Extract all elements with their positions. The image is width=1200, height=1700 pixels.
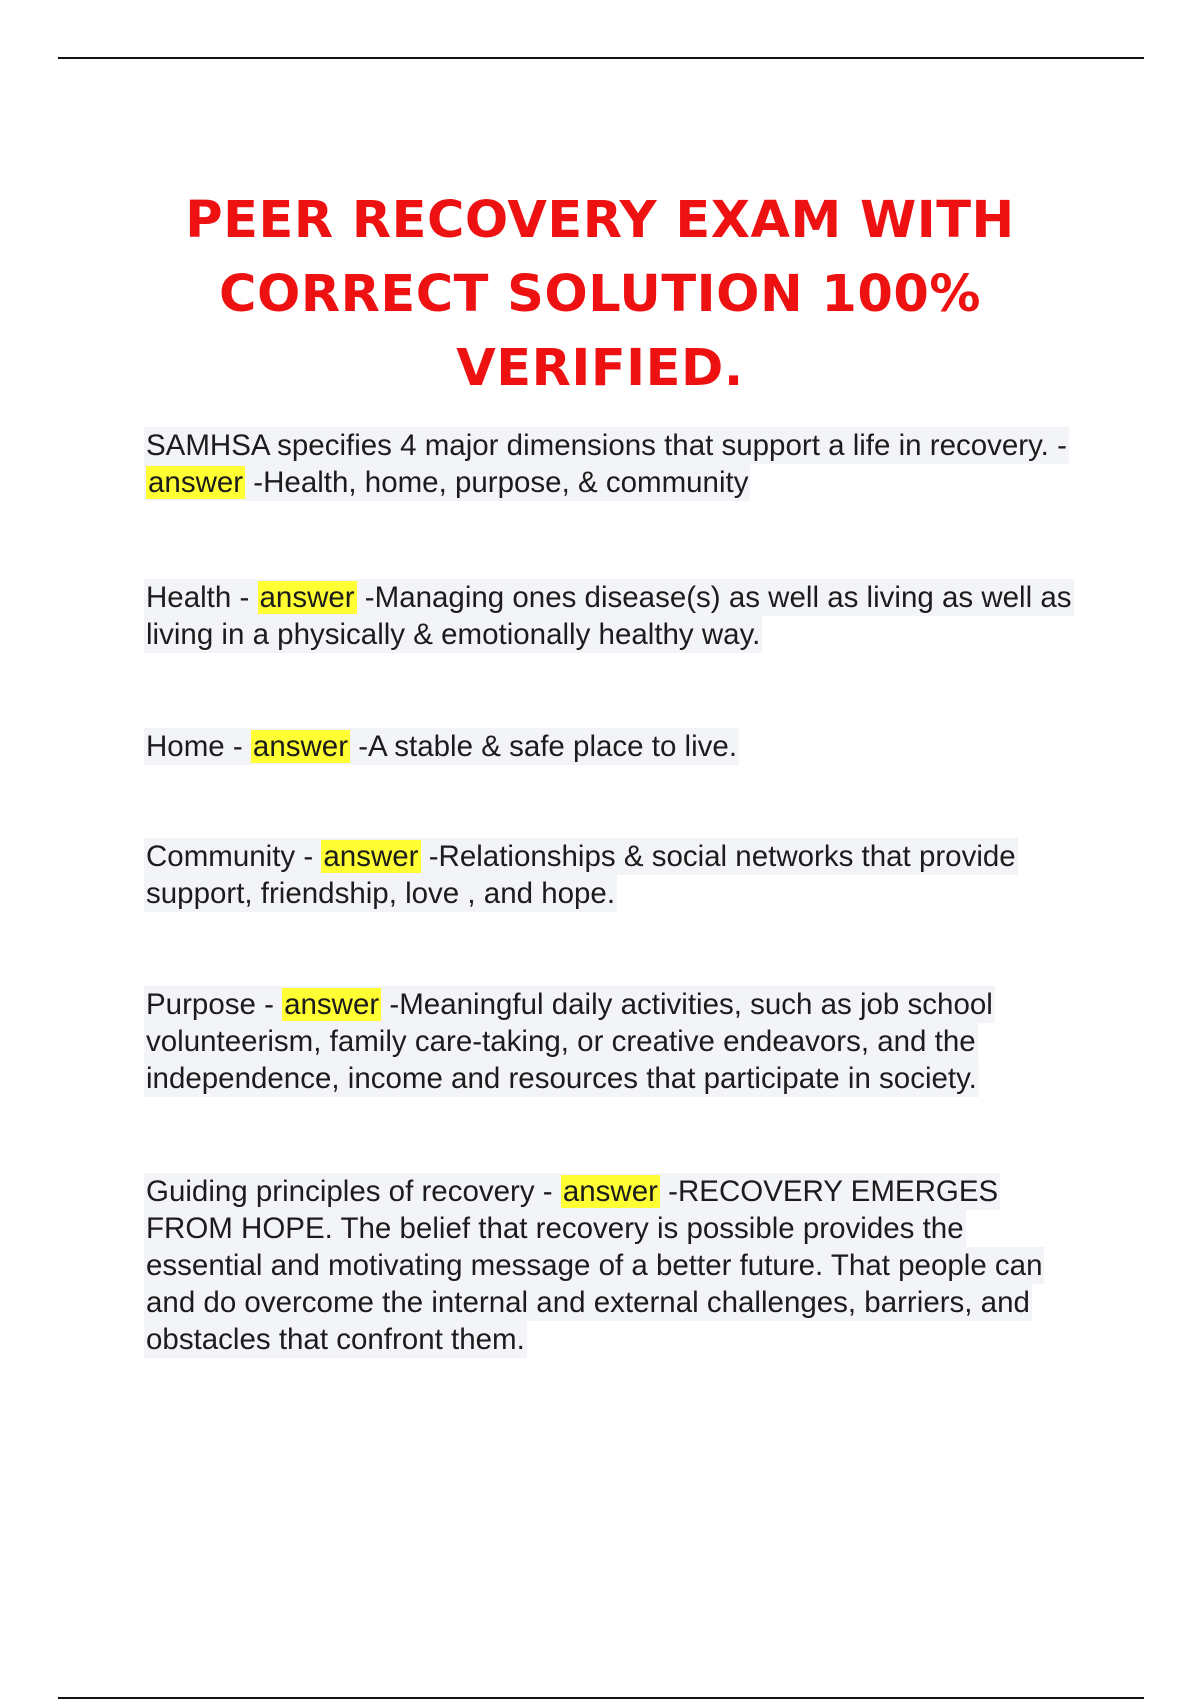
question-text: Guiding principles of recovery -	[146, 1175, 561, 1208]
qa-item	[146, 427, 1086, 501]
answer-text: -Meaningful daily activities, such as job school volunteerism, family care-taking, or creative endeavors, and the independence, income and resources that participate in society.	[146, 988, 993, 1095]
answer-highlight: answer	[562, 1175, 658, 1208]
top-divider	[58, 57, 1144, 59]
qa-item	[146, 986, 1086, 1097]
bottom-divider	[58, 1697, 1144, 1699]
answer-highlight: answer	[259, 581, 355, 614]
document-title: PEER RECOVERY EXAM WITH CORRECT SOLUTION 100% VERIFIED.	[185, 191, 1015, 399]
answer-text: -RECOVERY EMERGES FROM HOPE. The belief that recovery is possible provides the essential and motivating message of a better future. That people can and do overcome the internal and external challenges, barriers, and obstacles that confront them.	[146, 1175, 1043, 1356]
question-text: Purpose -	[146, 988, 283, 1021]
qa-item	[146, 579, 1086, 653]
qa-item	[146, 1173, 1086, 1358]
question-text: SAMHSA specifies 4 major dimensions that support a life in recovery. -	[146, 429, 1067, 462]
question-text: Home -	[146, 730, 251, 763]
qa-item	[146, 838, 1086, 912]
answer-highlight: answer	[148, 466, 244, 499]
answer-text: -Relationships & social networks that provide support, friendship, love , and hope.	[146, 840, 1016, 910]
question-text: Health -	[146, 581, 258, 614]
answer-text: -A stable & safe place to live.	[350, 730, 738, 763]
answer-highlight: answer	[284, 988, 380, 1021]
answer-highlight: answer	[252, 730, 349, 763]
answer-text: -Managing ones disease(s) as well as living as well as living in a physically & emotionally healthy way.	[146, 581, 1072, 651]
question-text: Community -	[146, 840, 322, 873]
qa-item	[146, 728, 1086, 765]
answer-text: -Health, home, purpose, & community	[245, 466, 749, 499]
answer-highlight: answer	[323, 840, 419, 873]
